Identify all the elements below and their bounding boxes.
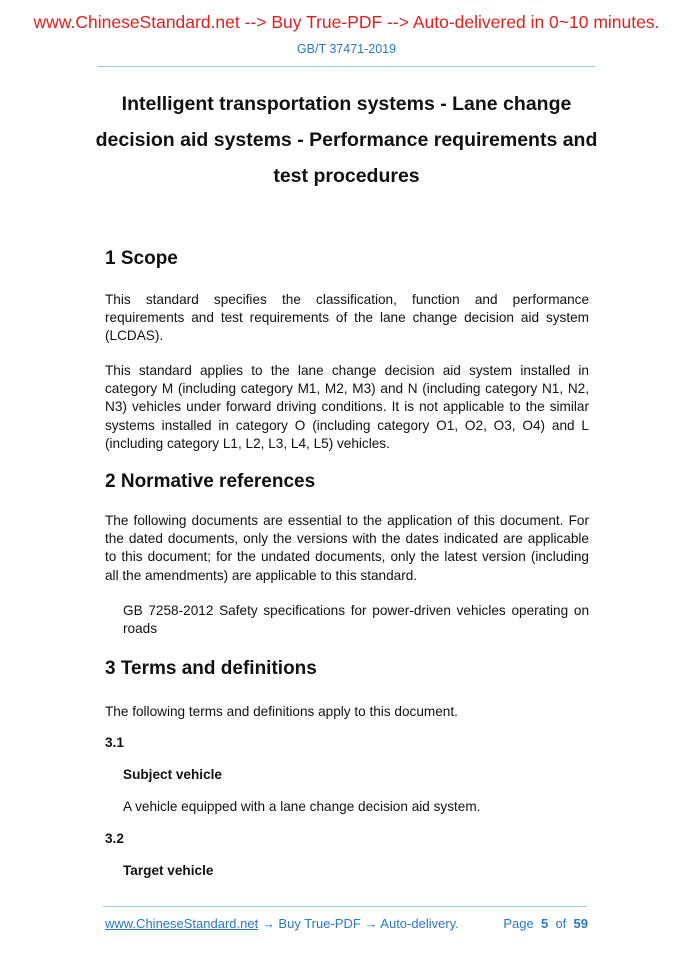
term-name: Subject vehicle [123, 767, 222, 782]
paragraph: This standard applies to the lane change decision aid system installed in category M (including category M1, M2, M3) and N (including category N1, N2, N3) vehicles under forward driving conditions. It is not applicable to the similar systems installed in category O (including category O1, O2, O3, O4) and L (including category L1, L2, L3, L4, L5) vehicles. [105, 363, 589, 451]
document-title [90, 86, 603, 194]
title-line: Intelligent transportation systems - Lane change [121, 93, 572, 115]
total-pages: 59 [573, 916, 588, 931]
promo-banner[interactable]: www.ChineseStandard.net --> Buy True-PDF --> Auto-delivered in 0~10 minutes. [33, 12, 660, 32]
page-label: Page [503, 916, 534, 931]
term-name: Target vehicle [123, 863, 214, 878]
term-definition: A vehicle equipped with a lane change decision aid system. [123, 799, 481, 814]
document-number: GB/T 37471-2019 [296, 42, 397, 56]
header-divider [98, 66, 595, 67]
title-line: decision aid systems - Performance requirements and [95, 129, 598, 151]
footer-promo [105, 916, 459, 931]
page-indicator [503, 916, 588, 931]
section-heading: 3 Terms and definitions [105, 658, 317, 679]
footer-divider [103, 906, 587, 907]
paragraph: The following terms and definitions apply to this document. [105, 704, 458, 719]
section-heading: 1 Scope [105, 248, 178, 269]
footer [105, 916, 588, 931]
of-label: of [555, 916, 567, 931]
section-heading: 2 Normative references [105, 471, 316, 492]
paragraph: The following documents are essential to the application of this document. For the dated documents, only the versions with the dates indicated are applicable to this document; for the undated documents, only the latest version (including all the amendments) are applicable to this standard. [105, 513, 589, 583]
footer-promo-text: → Buy True-PDF → Auto-delivery. [258, 916, 459, 931]
reference-item: GB 7258-2012 Safety specifications for power-driven vehicles operating on roads [123, 603, 589, 637]
term-number: 3.2 [105, 831, 124, 846]
term-number: 3.1 [105, 735, 124, 750]
current-page: 5 [540, 916, 549, 931]
paragraph: This standard specifies the classification, function and performance requirements and test requirements of the lane change decision aid system (LCDAS). [105, 292, 589, 344]
site-link[interactable]: www.ChineseStandard.net [105, 916, 259, 931]
title-line: test procedures [273, 165, 420, 187]
